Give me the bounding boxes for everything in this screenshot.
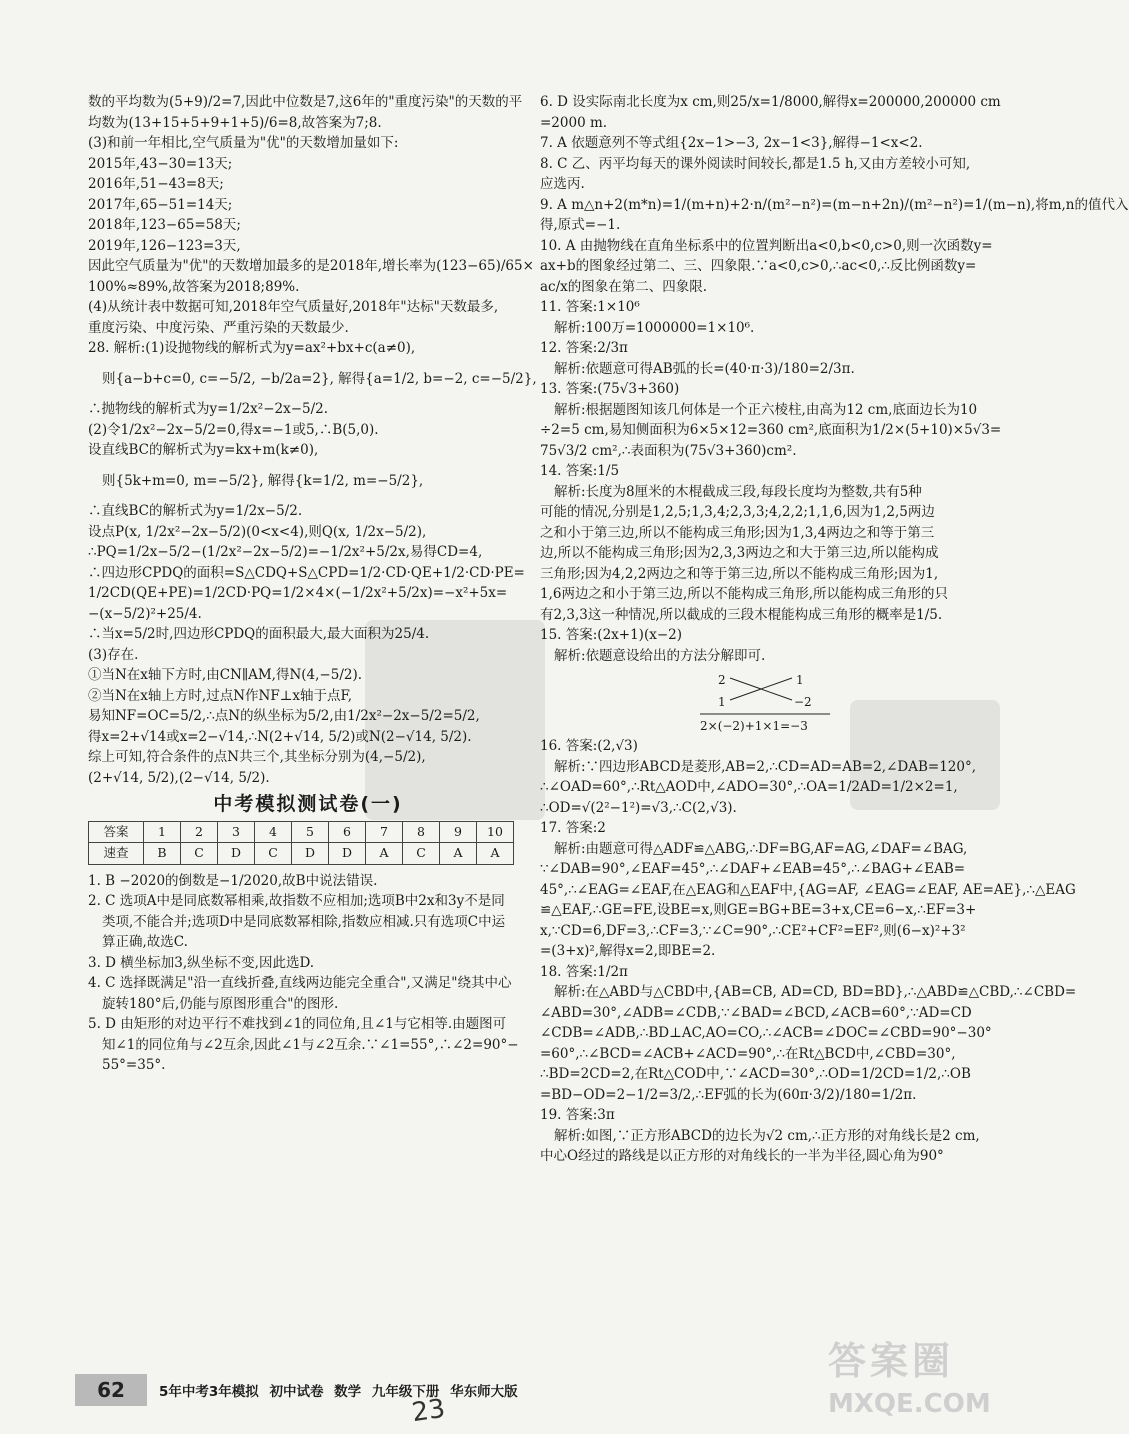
text-line: 1,6两边之和小于第三边,所以不能构成三角形,所以能构成三角形的只 (540, 586, 949, 602)
text-line: 旋转180°后,仍能与原图形重合"的图形. (102, 995, 339, 1012)
text-line: 解析:在△ABD与△CBD中,{AB=CB, AD=CD, BD=BD},∴△ABD≌△CBD,∴∠CBD= (554, 984, 1077, 1000)
diagram-top-left: 2 (718, 673, 726, 687)
text-line: ÷2=5 cm,易知侧面积为6×5×12=360 cm²,底面积为1/2×(5+10)×5√3= (540, 422, 1002, 438)
table-cell: D (292, 843, 329, 865)
text-line: 2. C 选项A中是同底数幂相乘,故指数不应相加;选项B中2x和3y不是同 (88, 893, 505, 909)
text-line: 中心O经过的路线是以正方形的对角线长的一半为半径,圆心角为90° (540, 1148, 944, 1164)
diagram-top-right: 1 (796, 673, 804, 687)
table-cell: 7 (366, 821, 403, 843)
text-line: 应选丙. (540, 176, 585, 192)
table-cell: 3 (218, 821, 255, 843)
text-line: =BD−OD=2−1/2=3/2,∴EF弧的长为(60π·3/2)/180=1/2π. (540, 1086, 917, 1103)
watermark-url: MXQE.COM (828, 1389, 991, 1419)
text-line: 18. 答案:1/2π (540, 963, 628, 980)
table-cell: 5 (292, 821, 329, 843)
table-cell: C (255, 843, 292, 865)
text-line: 100%≈89%,故答案为2018;89%. (88, 278, 300, 295)
text-line: 14. 答案:1/5 (540, 463, 620, 479)
text-line: (3)和前一年相比,空气质量为"优"的天数增加量如下: (88, 135, 399, 151)
text-line: 边,所以不能构成三角形;因为2,3,3两边之和大于第三边,所以能构成 (540, 545, 939, 561)
table-cell: C (403, 843, 440, 865)
text-line: 4. C 选择既满足"沿一直线折叠,直线两边能完全重合",又满足"绕其中心 (88, 975, 512, 991)
text-line: 类项,不能合并;选项D中是同底数幂相除,指数应相减.只有选项C中运 (102, 913, 506, 930)
diagram-bottom-right: −2 (794, 695, 812, 709)
table-cell: C (181, 843, 218, 865)
diagram-equation: 2×(−2)+1×1=−3 (700, 719, 808, 733)
text-line: 得,原式=−1. (540, 217, 621, 233)
text-line: 5. D 由矩形的对边平行不难找到∠1的同位角,且∠1与它相等.由题图可 (88, 1016, 507, 1032)
table-header: 答案 (89, 821, 144, 843)
table-cell: 10 (477, 821, 514, 843)
text-line: 45°,∴∠EAG=∠EAF,在△EAG和△EAF中,{AG=AF, ∠EAG=∠EAF, AE=AE},∴△EAG (540, 881, 1076, 898)
text-line: ∴抛物线的解析式为y=1/2x²−2x−5/2. (88, 401, 329, 417)
text-line: ①当N在x轴下方时,由CN∥AM,得N(4,−5/2). (88, 667, 363, 683)
text-line: 设直线BC的解析式为y=kx+m(k≠0), (88, 442, 319, 458)
cross-multiplication-diagram (700, 670, 840, 732)
right-column (540, 92, 1129, 1167)
text-line: 1. B −2020的倒数是−1/2020,故B中说法错误. (88, 872, 378, 889)
text-line: 解析:根据题图知该几何体是一个正六棱柱,由高为12 cm,底面边长为10 (554, 401, 978, 418)
text-line: 设点P(x, 1/2x²−2x−5/2)(0<x<4),则Q(x, 1/2x−5/2), (88, 523, 427, 540)
answer-table (88, 821, 514, 865)
text-line: ∠ABD=30°,∠ADB=∠CDB,∵∠BAD=∠BCD,∠ACB=60°,∵AD=CD (540, 1004, 972, 1021)
text-line: 16. 答案:(2,√3) (540, 738, 638, 754)
table-cell: 9 (440, 821, 477, 843)
text-line: ∴四边形CPDQ的面积=S△CDQ+S△CPD=1/2·CD·QE+1/2·CD·PE= (88, 564, 525, 581)
text-line: ac/x的图象在第二、四象限. (540, 278, 708, 295)
watermark (828, 1330, 993, 1420)
text-line: 易知NF=OC=5/2,∴点N的纵坐标为5/2,由1/2x²−2x−5/2=5/2, (88, 708, 480, 724)
book-title: 5年中考3年模拟 初中试卷 数学 九年级下册 华东师大版 (159, 1384, 518, 1400)
section-title: 中考模拟测试卷(一) (213, 793, 403, 815)
table-cell: B (144, 843, 181, 865)
text-line: 解析:依题意设给出的方法分解即可. (554, 647, 766, 664)
text-line: 2019年,126−123=3天, (88, 237, 241, 254)
text-line: 2017年,65−51=14天; (88, 196, 233, 213)
text-line: 因此空气质量为"优"的天数增加最多的是2018年,增长率为(123−65)/65× (88, 258, 534, 274)
diagram-bottom-left: 1 (718, 695, 726, 709)
text-line: 有2,3,3这一种情况,所以截成的三段木棍能构成三角形的概率是1/5. (540, 606, 943, 623)
text-line: 解析:100万=1000000=1×10⁶. (554, 319, 755, 336)
text-line: ax+b的图象经过第二、三、四象限.∵a<0,c>0,∴ac<0,∴反比例函数y= (540, 258, 977, 274)
text-line: ∠CDB=∠ADB,∴BD⊥AC,AO=CO,∴∠ACB=∠DOC=∠CBD=90°−30° (540, 1025, 992, 1041)
text-line: =60°,∴∠BCD=∠ACB+∠ACD=90°,∴在Rt△BCD中,∠CBD=30°, (540, 1045, 956, 1062)
text-line: 解析:依题意可得AB弧的长=(40·π·3)/180=2/3π. (554, 360, 855, 377)
table-cell: 2 (181, 821, 218, 843)
table-cell: D (329, 843, 366, 865)
page-number: 62 (75, 1374, 147, 1406)
text-line: 解析:由题意可得△ADF≌△ABG,∴DF=BG,AF=AG,∠DAF=∠BAG, (554, 840, 968, 857)
table-row (89, 843, 514, 865)
text-line: (2+√14, 5/2),(2−√14, 5/2). (88, 769, 270, 786)
text-line: 重度污染、中度污染、严重污染的天数最少. (88, 319, 349, 336)
table-cell: 6 (329, 821, 366, 843)
text-line: 则{5k+m=0, m=−5/2}, 解得{k=1/2, m=−5/2}, (102, 472, 424, 489)
table-cell: 1 (144, 821, 181, 843)
text-line: 9. A m△n+2(m*n)=1/(m+n)+2·n/(m²−n²)=(m−n+2n)/(m²−n²)=1/(m−n),将m,n的值代入 (540, 196, 1129, 213)
table-header: 速查 (89, 843, 144, 865)
text-line: 75√3/2 cm²,∴表面积为(75√3+360)cm². (540, 442, 797, 459)
text-line: 55°=35°. (102, 1057, 166, 1073)
handwritten-number: 23 (410, 1393, 448, 1429)
text-line: ∴当x=5/2时,四边形CPDQ的面积最大,最大面积为25/4. (88, 626, 430, 642)
text-line: 11. 答案:1×10⁶ (540, 299, 640, 315)
page-footer (75, 1374, 935, 1408)
text-line: 1/2CD(QE+PE)=1/2CD·PQ=1/2×4×(−1/2x²+5/2x)=−x²+5x= (88, 585, 508, 601)
watermark-text: 答案圈 (828, 1339, 955, 1383)
table-cell: 8 (403, 821, 440, 843)
text-line: 则{a−b+c=0, c=−5/2, −b/2a=2}, 解得{a=1/2, b=−2, c=−5/2}, (102, 370, 537, 387)
text-line: 2015年,43−30=13天; (88, 155, 233, 172)
text-line: ②当N在x轴上方时,过点N作NF⊥x轴于点F, (88, 687, 353, 704)
text-line: =2000 m. (540, 114, 608, 131)
text-line: 12. 答案:2/3π (540, 340, 628, 356)
table-cell: A (366, 843, 403, 865)
text-line: 综上可知,符合条件的点N共三个,其坐标分别为(4,−5/2), (88, 749, 426, 765)
text-line: ∴PQ=1/2x−5/2−(1/2x²−2x−5/2)=−1/2x²+5/2x,易得CD=4, (88, 544, 483, 560)
text-line: 15. 答案:(2x+1)(x−2) (540, 627, 682, 643)
text-line: 17. 答案:2 (540, 820, 606, 836)
text-line: 得x=2+√14或x=2−√14,∴N(2+√14, 5/2)或N(2−√14, 5/2). (88, 728, 472, 745)
text-line: 2016年,51−43=8天; (88, 176, 224, 192)
text-line: 解析:∵四边形ABCD是菱形,AB=2,∴CD=AD=AB=2,∠DAB=120°, (554, 758, 976, 775)
text-line: ∵∠DAB=90°,∠EAF=45°,∴∠DAF+∠EAB=45°,∴∠BAG+∠EAB= (540, 861, 966, 877)
text-line: 2018年,123−65=58天; (88, 217, 241, 233)
text-line: 三角形;因为4,2,2两边之和等于第三边,所以不能构成三角形;因为1, (540, 565, 939, 582)
question-28: 28. 解析:(1)设抛物线的解析式为y=ax²+bx+c(a≠0), (88, 340, 416, 356)
table-cell: D (218, 843, 255, 865)
text-line: 3. D 横坐标加3,纵坐标不变,因此选D. (88, 954, 315, 971)
text-line: 7. A 依题意列不等式组{2x−1>−3, 2x−1<3},解得−1<x<2. (540, 135, 923, 151)
table-row (89, 821, 514, 843)
text-line: ∴BD=2CD=2,在Rt△COD中,∵∠ACD=30°,∴OD=1/2CD=1/2,∴OB (540, 1066, 971, 1082)
text-line: 6. D 设实际南北长度为x cm,则25/x=1/8000,解得x=200000,200000 cm (540, 94, 1001, 110)
left-column (88, 92, 537, 1076)
text-line: 可能的情况,分别是1,2,5;1,3,4;2,3,3;4,2,2;1,1,6,因为1,2,5两边 (540, 504, 935, 520)
text-line: (2)令1/2x²−2x−5/2=0,得x=−1或5,∴B(5,0). (88, 421, 379, 438)
text-line: (3)存在. (88, 646, 139, 663)
text-line: 均数为(13+15+5+9+1+5)/6=8,故答案为7;8. (88, 114, 382, 131)
text-line: −(x−5/2)²+25/4. (88, 605, 202, 622)
text-line: ∴OD=√(2²−1²)=√3,∴C(2,√3). (540, 799, 737, 816)
table-cell: A (440, 843, 477, 865)
text-line: 数的平均数为(5+9)/2=7,因此中位数是7,这6年的"重度污染"的天数的平 (88, 94, 523, 110)
text-line: 之和小于第三边,所以不能构成三角形;因为1,3,4两边之和等于第三 (540, 524, 935, 541)
text-line: 10. A 由抛物线在直角坐标系中的位置判断出a<0,b<0,c>0,则一次函数y= (540, 237, 993, 254)
table-cell: A (477, 843, 514, 865)
text-line: 知∠1的同位角与∠2互余,因此∠1与∠2互余.∵∠1=55°,∴∠2=90°− (102, 1036, 519, 1053)
text-line: 解析:长度为8厘米的木棍截成三段,每段长度均为整数,共有5种 (554, 483, 922, 500)
text-line: 8. C 乙、丙平均每天的课外阅读时间较长,都是1.5 h,又由方差较小可知, (540, 155, 971, 172)
text-line: 13. 答案:(75√3+360) (540, 381, 680, 397)
text-line: x,∵CD=6,DF=3,∴CF=3,∵∠C=90°,∴CE²+CF²=EF²,则(6−x)²+3² (540, 922, 966, 939)
text-line: 解析:如图,∵正方形ABCD的边长为√2 cm,∴正方形的对角线长是2 cm, (554, 1127, 980, 1144)
text-line: 19. 答案:3π (540, 1107, 615, 1123)
text-line: ≌△EAF,∴GE=FE,设BE=x,则GE=BG+BE=3+x,CE=6−x,∴EF=3+ (540, 902, 977, 918)
text-line: 算正确,故选C. (102, 934, 188, 950)
text-line: ∴直线BC的解析式为y=1/2x−5/2. (88, 503, 303, 519)
table-cell: 4 (255, 821, 292, 843)
text-line: (4)从统计表中数据可知,2018年空气质量好,2018年"达标"天数最多, (88, 299, 499, 315)
text-line: =(3+x)²,解得x=2,即BE=2. (540, 943, 716, 959)
text-line: ∴∠OAD=60°,∴Rt△AOD中,∠ADO=30°,∴OA=1/2AD=1/2×2=1, (540, 779, 958, 795)
